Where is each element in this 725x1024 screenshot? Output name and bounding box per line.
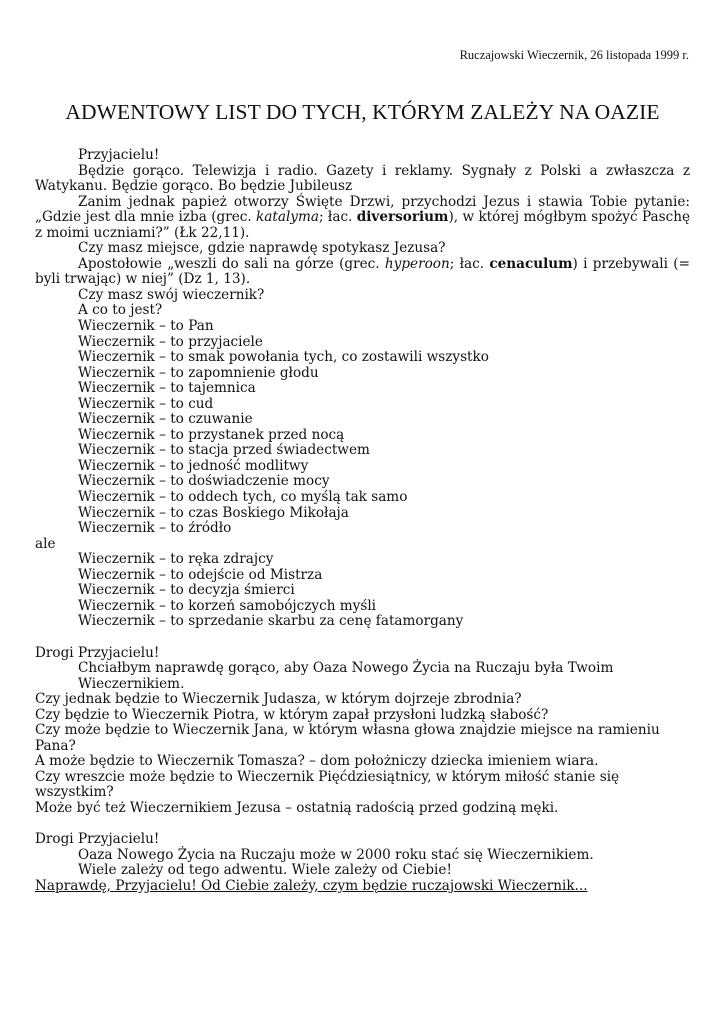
greek-term: hyperoon: [384, 255, 450, 272]
paragraph-lead: Chciałbym naprawdę gorąco, aby Oaza Nowego Życia na Ruczaju była Twoim Wieczernikiem.: [78, 660, 614, 692]
latin-term: cenaculum: [489, 255, 573, 272]
list-item: Wieczernik – to źródło: [78, 520, 232, 537]
list-negative: [35, 552, 690, 630]
paragraph-3: Apostołowie „weszli do sali na górze (grec. hyperoon; łac. cenaculum) i przebywali (= byli trwając) w niej” (Dz 1, 13).: [35, 255, 690, 288]
greeting: Przyjacielu!: [78, 147, 160, 163]
paragraph-1: Będzie gorąco. Telewizja i radio. Gazety i reklamy. Sygnały z Polski a zwłaszcza z Watykanu. Będzie gorąco. Bo będzie Jubileusz: [35, 162, 690, 195]
dateline: Ruczajowski Wieczernik, 26 listopada 1999 r.: [459, 48, 689, 62]
spacer: [35, 817, 690, 833]
list-item: Wieczernik – to smak powołania tych, co zostawili wszystko: [78, 349, 489, 366]
list-item: Wieczernik – to Pan: [78, 318, 214, 335]
question-1: Czy masz miejsce, gdzie naprawdę spotykasz Jezusa?: [78, 240, 446, 257]
latin-term: diversorium: [356, 209, 449, 226]
text-line: Czy wreszcie może będzie to Wieczernik Pięćdziesiątnicy, w którym miłość stanie się wszystkim?: [35, 768, 620, 801]
list-item: Wieczernik – to odejście od Mistrza: [78, 566, 323, 583]
text-line: Może być też Wieczernikiem Jezusa – ostatnią radością przed godziną męki.: [35, 799, 559, 816]
list-item: Wieczernik – to ręka zdrajcy: [78, 551, 274, 568]
list-positive: [35, 319, 690, 537]
list-item: Wieczernik – to czas Boskiego Mikołaja: [78, 504, 349, 521]
question-3: A co to jest?: [78, 302, 163, 319]
paragraph-2: Zanim jednak papież otworzy Święte Drzwi, przychodzi Jezus i stawia Tobie pytanie: „Gdzie jest dla mnie izba (grec. katalyma; łac. diversorium), w której mógłbym spożyć Paschę z moimi uczniami?” (Łk 22,11).: [35, 193, 690, 241]
list-item: Wieczernik – to sprzedanie skarbu za cenę fatamorgany: [78, 613, 464, 630]
list-item: Wieczernik – to przystanek przed nocą: [78, 426, 345, 443]
list-item: Wieczernik – to jedność modlitwy: [78, 457, 309, 474]
list-item: Wieczernik – to decyzja śmierci: [78, 582, 295, 599]
letter-body: [35, 148, 690, 894]
conjunction-ale: ale: [35, 535, 56, 552]
text-line: Czy będzie to Wieczernik Piotra, w którym zapał przysłoni ludzką słabość?: [35, 706, 549, 723]
list-item: Wieczernik – to stacja przed świadectwem: [78, 442, 370, 459]
list-item: Wieczernik – to czuwanie: [78, 411, 253, 428]
list-item: Wieczernik – to zapomnienie głodu: [78, 364, 319, 381]
list-item: Wieczernik – to przyjaciele: [78, 333, 263, 350]
greeting-2: Drogi Przyjacielu!: [35, 644, 160, 661]
text-line: A może będzie to Wieczernik Tomasza? – dom położniczy dziecka imieniem wiara.: [35, 753, 599, 770]
list-item: Wieczernik – to cud: [78, 395, 214, 412]
text-line: Oaza Nowego Życia na Ruczaju może w 2000 roku stać się Wieczernikiem.: [78, 846, 594, 863]
page-title: ADWENTOWY LIST DO TYCH, KTÓRYM ZALEŻY NA OAZIE: [65, 100, 660, 124]
closing-line: Naprawdę, Przyjacielu! Od Ciebie zależy, czym będzie ruczajowski Wieczernik...: [35, 877, 588, 894]
list-item: Wieczernik – to oddech tych, co myślą tak samo: [78, 489, 408, 506]
greek-term: katalyma: [256, 209, 319, 226]
list-item: Wieczernik – to doświadczenie mocy: [78, 473, 330, 490]
question-2: Czy masz swój wieczernik?: [78, 286, 265, 303]
list-item: Wieczernik – to tajemnica: [78, 380, 256, 397]
spacer: [35, 630, 690, 646]
list-item: Wieczernik – to korzeń samobójczych myśli: [78, 597, 377, 614]
text-line: Wiele zależy od tego adwentu. Wiele zależy od Ciebie!: [78, 862, 452, 879]
text-line: Czy jednak będzie to Wieczernik Judasza, w którym dojrzeje zbrodnia?: [35, 691, 522, 708]
greeting-3: Drogi Przyjacielu!: [35, 831, 160, 848]
text-line: Czy może będzie to Wieczernik Jana, w którym własna głowa znajdzie miejsce na ramieniu Pana?: [35, 722, 660, 754]
